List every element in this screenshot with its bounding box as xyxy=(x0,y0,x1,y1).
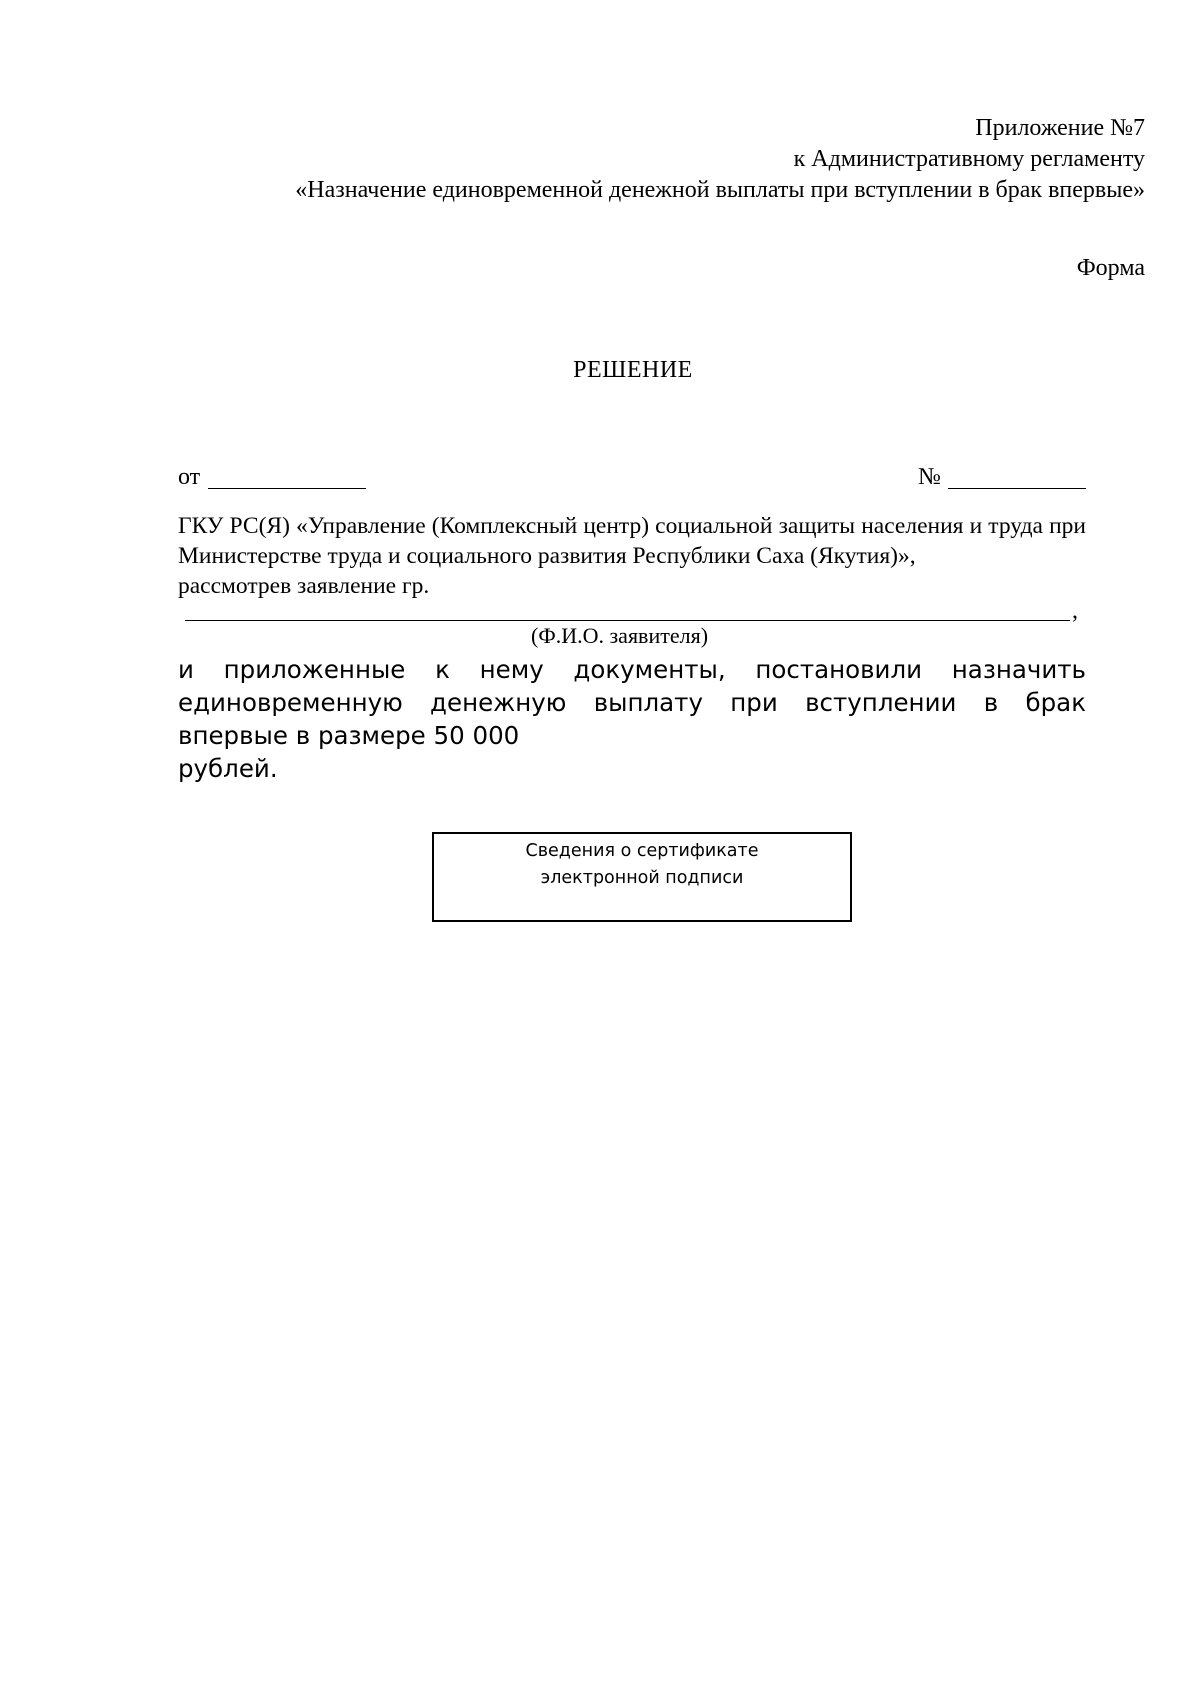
applicant-name-blank-line xyxy=(185,620,1070,621)
date-blank-line xyxy=(208,488,366,489)
signature-certificate-box xyxy=(432,832,852,922)
appendix-regulation: к Административному регламенту xyxy=(793,146,1145,172)
document-title: РЕШЕНИЕ xyxy=(573,357,693,383)
number-blank-line xyxy=(948,488,1086,489)
applicant-name-caption: (Ф.И.О. заявителя) xyxy=(531,623,709,648)
applicant-name-comma: , xyxy=(1072,598,1078,624)
signature-box-line-2: электронной подписи xyxy=(540,868,744,888)
decision-paragraph xyxy=(178,653,1086,785)
date-label: от xyxy=(178,464,201,490)
appendix-regulation-title: «Назначение единовременной денежной выплаты при вступлении в брак впервые» xyxy=(295,177,1145,203)
decision-text-last-line: рублей. xyxy=(178,754,278,783)
organization-text: ГКУ РС(Я) «Управление (Комплексный центр) социальной защиты населения и труда при Министерстве труда и социального развития Республики Саха (Якутия)», xyxy=(178,513,1086,569)
form-label: Форма xyxy=(1076,255,1145,281)
organization-text-last-line: рассмотрев заявление гр. xyxy=(178,573,430,599)
appendix-number: Приложение №7 xyxy=(975,115,1145,141)
number-label: № xyxy=(918,464,941,490)
appendix-header xyxy=(295,113,1145,206)
decision-text: и приложенные к нему документы, постановили назначить единовременную денежную выплату при вступлении в брак впервые в размере 50 000 xyxy=(178,655,1086,750)
signature-box-line-1: Сведения о сертификате xyxy=(525,841,759,861)
organization-paragraph xyxy=(178,511,1086,601)
date-number-row xyxy=(178,464,1086,496)
